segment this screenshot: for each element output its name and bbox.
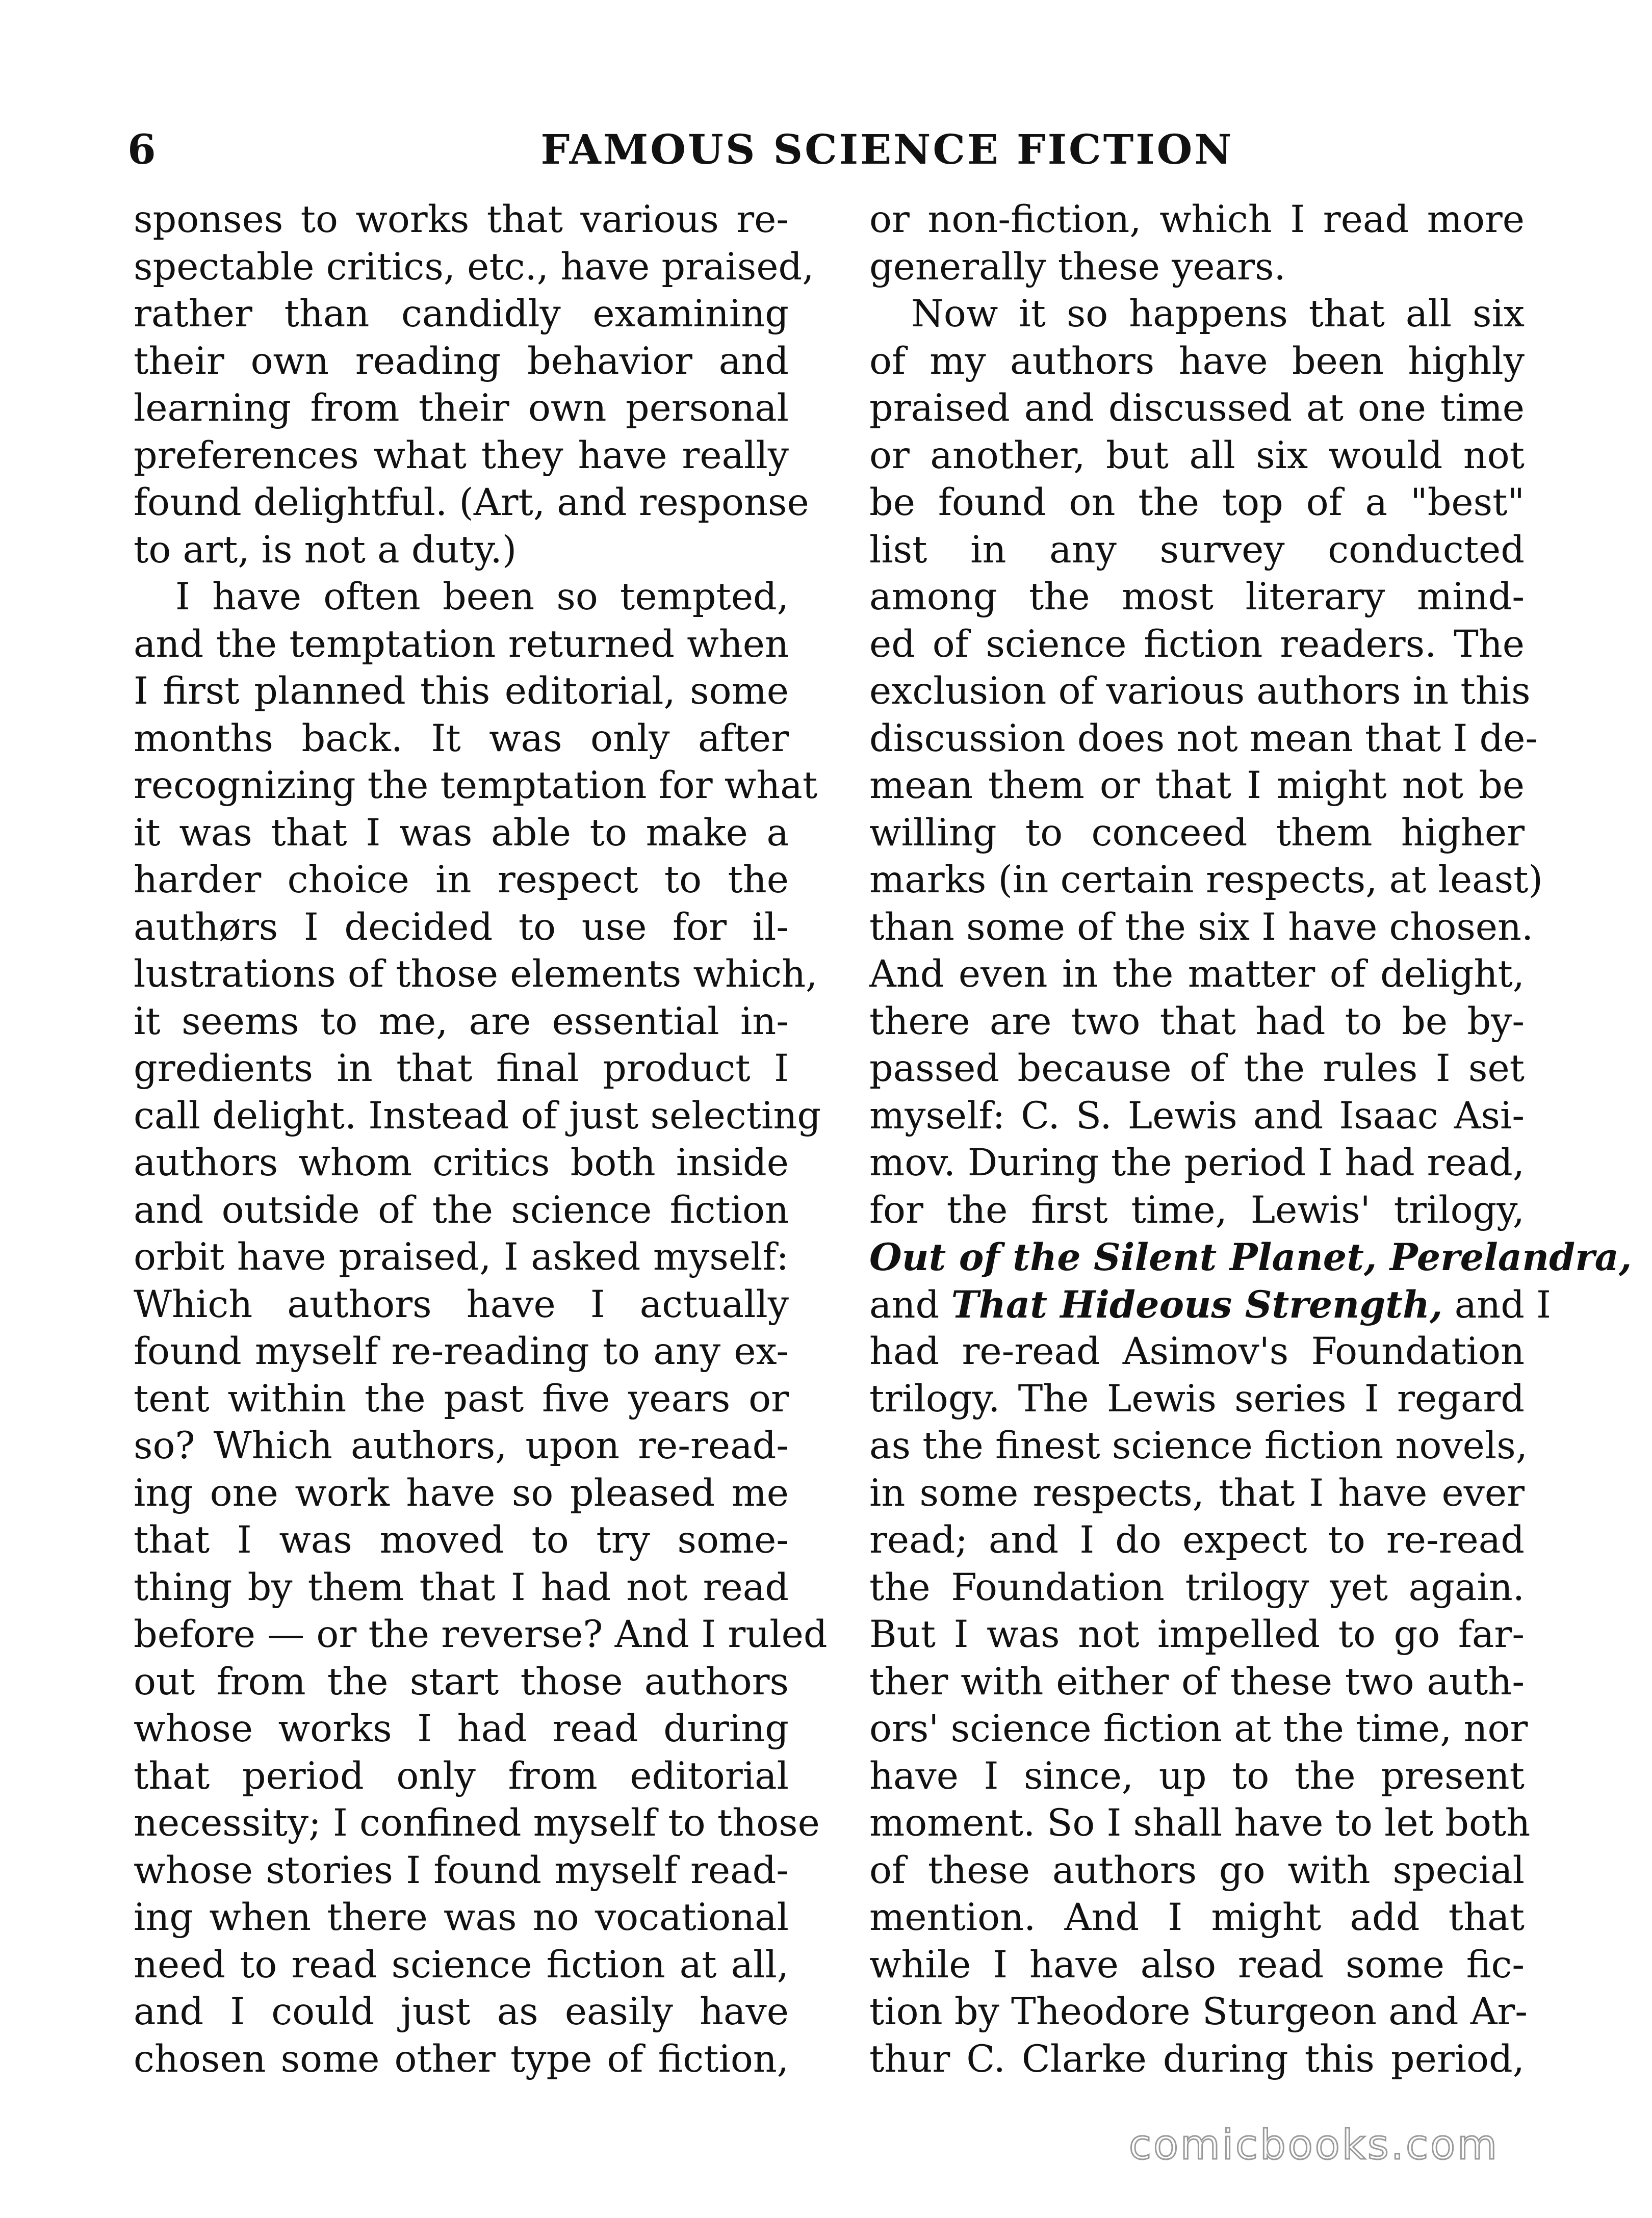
left-column (134, 196, 828, 2083)
text-line: thur C. Clarke during this period, (869, 2037, 1525, 2081)
right-column (869, 196, 1632, 2083)
text-fragment: and (869, 1283, 940, 1327)
text-line: chosen some other type of fiction, (134, 2037, 789, 2081)
text-line: and the temptation returned when (134, 622, 789, 666)
text-line: need to read science fiction at all, (134, 1943, 789, 1987)
text-line: as the finest science fiction novels, (869, 1424, 1528, 1467)
text-line: rather than candidly examining (134, 292, 789, 336)
text-line: trilogy. The Lewis series I regard (869, 1377, 1525, 1421)
text-line: their own reading behavior and (134, 339, 789, 383)
text-line: But I was not impelled to go far- (869, 1613, 1525, 1656)
watermark: comicbooks.com (1128, 2121, 1499, 2169)
text-line: whose works I had read during (134, 1707, 789, 1750)
text-line: the Foundation trilogy yet again. (869, 1565, 1525, 1609)
text-line: Which authors have I actually (134, 1282, 789, 1326)
text-line: be found on the top of a "best" (869, 481, 1525, 524)
text-line: sponses to works that various re- (134, 198, 789, 241)
text-line: have I since, up to the present (869, 1754, 1525, 1798)
text-line: it seems to me, are essential in- (134, 999, 789, 1043)
text-line: before — or the reverse? And I ruled (134, 1613, 828, 1656)
text-line: discussion does not mean that I de- (869, 716, 1538, 760)
text-line (869, 1234, 1632, 1281)
text-line: orbit have praised, I asked myself: (134, 1235, 789, 1279)
text-line: and I could just as easily have (134, 1990, 789, 2033)
text-line: lustrations of those elements which, (134, 952, 818, 996)
text-line: generally these years. (869, 245, 1286, 289)
text-line: call delight. Instead of just selecting (134, 1094, 821, 1138)
text-line: than some of the six I have chosen. (869, 905, 1534, 949)
text-line: ther with either of these two auth- (869, 1660, 1525, 1704)
text-line: or another, but all six would not (869, 433, 1525, 477)
running-title: FAMOUS SCIENCE FICTION (540, 125, 1234, 173)
page-header (127, 121, 1514, 177)
text-line: ing when there was no vocational (134, 1896, 789, 1939)
text-line: And even in the matter of delight, (869, 952, 1525, 996)
text-line: willing to conceed them higher (869, 811, 1525, 855)
text-line: passed because of the rules I set (869, 1047, 1525, 1090)
text-line: thing by them that I had not read (134, 1565, 789, 1609)
text-line: exclusion of various authors in this (869, 669, 1531, 713)
page-number: 6 (127, 125, 156, 173)
text-line: ed of science fiction readers. The (869, 622, 1525, 666)
text-line: marks (in certain respects, at least) (869, 858, 1543, 901)
text-line: it was that I was able to make a (134, 811, 789, 855)
text-line (869, 1281, 1552, 1329)
text-line: there are two that had to be by- (869, 999, 1525, 1043)
text-line: I first planned this editorial, some (134, 669, 789, 713)
text-line: found delightful. (Art, and response (134, 481, 809, 524)
text-line: out from the start those authors (134, 1660, 789, 1704)
text-line: necessity; I confined myself to those (134, 1801, 820, 1845)
text-line: whose stories I found myself read- (134, 1848, 789, 1892)
text-line: for the first time, Lewis' trilogy, (869, 1188, 1525, 1232)
text-line: so? Which authors, upon re-read- (134, 1424, 789, 1467)
text-line: myself: C. S. Lewis and Isaac Asi- (869, 1094, 1525, 1138)
text-line: gredients in that final product I (134, 1047, 789, 1090)
book-title: That Hideous Strength, (951, 1282, 1443, 1327)
text-line: authors whom critics both inside (134, 1141, 789, 1184)
text-line: moment. So I shall have to let both (869, 1801, 1531, 1845)
text-line: in some respects, that I have ever (869, 1471, 1525, 1515)
text-line: among the most literary mind- (869, 575, 1525, 618)
text-line: while I have also read some fic- (869, 1943, 1525, 1987)
text-line: of these authors go with special (869, 1848, 1525, 1892)
text-line: read; and I do expect to re-read (869, 1518, 1525, 1562)
text-line: tent within the past five years or (134, 1377, 789, 1421)
text-line: learning from their own personal (134, 386, 789, 430)
text-line: that I was moved to try some- (134, 1518, 789, 1562)
text-line: found myself re-reading to any ex- (134, 1330, 789, 1373)
text-line: mention. And I might add that (869, 1896, 1525, 1939)
text-line: praised and discussed at one time (869, 386, 1525, 430)
text-line: months back. It was only after (134, 716, 789, 760)
text-line: mean them or that I might not be (869, 764, 1525, 807)
text-line: list in any survey conducted (869, 528, 1525, 572)
text-line: and outside of the science fiction (134, 1188, 789, 1232)
text-line: had re-read Asimov's Foundation (869, 1330, 1525, 1373)
text-line: tion by Theodore Sturgeon and Ar- (869, 1990, 1528, 2033)
text-line: to art, is not a duty.) (134, 528, 517, 572)
book-titles: Out of the Silent Planet, Perelandra, (869, 1235, 1632, 1279)
text-line: Now it so happens that all six (911, 292, 1525, 336)
text-fragment: and I (1454, 1283, 1552, 1327)
text-line: or non-fiction, which I read more (869, 198, 1525, 241)
text-line: of my authors have been highly (869, 339, 1525, 383)
text-line: harder choice in respect to the (134, 858, 789, 901)
text-line: that period only from editorial (134, 1754, 789, 1798)
text-line: authørs I decided to use for il- (134, 905, 789, 949)
text-line: I have often been so tempted, (175, 575, 789, 618)
text-line: ing one work have so pleased me (134, 1471, 789, 1515)
text-line: spectable critics, etc., have praised, (134, 245, 814, 289)
text-line: recognizing the temptation for what (134, 764, 818, 807)
text-line: mov. During the period I had read, (869, 1141, 1525, 1184)
text-line: ors' science fiction at the time, nor (869, 1707, 1528, 1750)
text-line: preferences what they have really (134, 433, 789, 477)
